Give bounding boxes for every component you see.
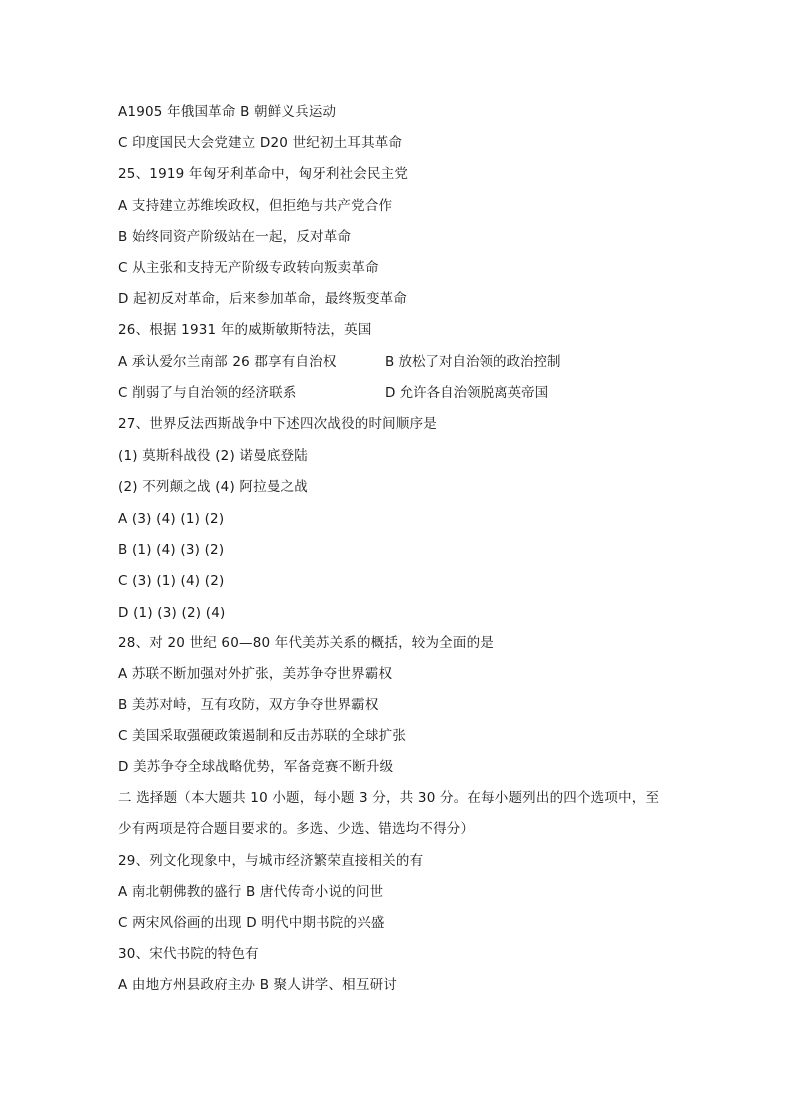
option-b: B 放松了对自治领的政治控制	[385, 354, 561, 370]
text-line: C 两宋风俗画的出现 D 明代中期书院的兴盛	[118, 915, 385, 931]
option-b: B 美苏对峙，互有攻防，双方争夺世界霸权	[118, 697, 379, 713]
option-c: C 削弱了与自治领的经济联系	[118, 385, 297, 401]
option-c: C 从主张和支持无产阶级专政转向叛卖革命	[118, 260, 379, 276]
question-26: 26、根据 1931 年的威斯敏斯特法，英国	[118, 322, 372, 338]
text-line: (1) 莫斯科战役 (2) 诺曼底登陆	[118, 448, 308, 464]
option-b: B (1) (4) (3) (2)	[118, 542, 225, 558]
option-d: D 起初反对革命，后来参加革命，最终叛变革命	[118, 291, 408, 307]
section-heading: 二 选择题（本大题共 10 小题，每小题 3 分，共 30 分。在每小题列出的四个选项中，至	[118, 790, 660, 806]
question-25: 25、1919 年匈牙利革命中，匈牙利社会民主党	[118, 166, 409, 182]
text-line: A 南北朝佛教的盛行 B 唐代传奇小说的问世	[118, 884, 384, 900]
text-line: A 由地方州县政府主办 B 聚人讲学、相互研讨	[118, 977, 397, 993]
text-line: C 印度国民大会党建立 D20 世纪初土耳其革命	[118, 135, 403, 151]
option-c: C 美国采取强硬政策遏制和反击苏联的全球扩张	[118, 728, 407, 744]
option-a: A 支持建立苏维埃政权，但拒绝与共产党合作	[118, 198, 393, 214]
option-b: B 始终同资产阶级站在一起，反对革命	[118, 229, 352, 245]
question-29: 29、列文化现象中，与城市经济繁荣直接相关的有	[118, 853, 424, 869]
option-c: C (3) (1) (4) (2)	[118, 573, 225, 589]
text-line: A1905 年俄国革命 B 朝鲜义兵运动	[118, 104, 337, 120]
option-d: D 允许各自治领脱离英帝国	[385, 385, 549, 401]
question-28: 28、对 20 世纪 60—80 年代美苏关系的概括，较为全面的是	[118, 635, 494, 651]
question-30: 30、宋代书院的特色有	[118, 946, 259, 962]
question-27: 27、世界反法西斯战争中下述四次战役的时间顺序是	[118, 416, 437, 432]
option-a: A 苏联不断加强对外扩张，美苏争夺世界霸权	[118, 666, 393, 682]
text-line: (2) 不列颠之战 (4) 阿拉曼之战	[118, 479, 308, 495]
section-heading-cont: 少有两项是符合题目要求的。多选、少选、错选均不得分）	[118, 821, 475, 837]
option-a: A (3) (4) (1) (2)	[118, 511, 225, 527]
option-d: D 美苏争夺全球战略优势，军备竞赛不断升级	[118, 759, 394, 775]
option-a: A 承认爱尔兰南部 26 郡享有自治权	[118, 354, 337, 370]
option-d: D (1) (3) (2) (4)	[118, 605, 226, 621]
